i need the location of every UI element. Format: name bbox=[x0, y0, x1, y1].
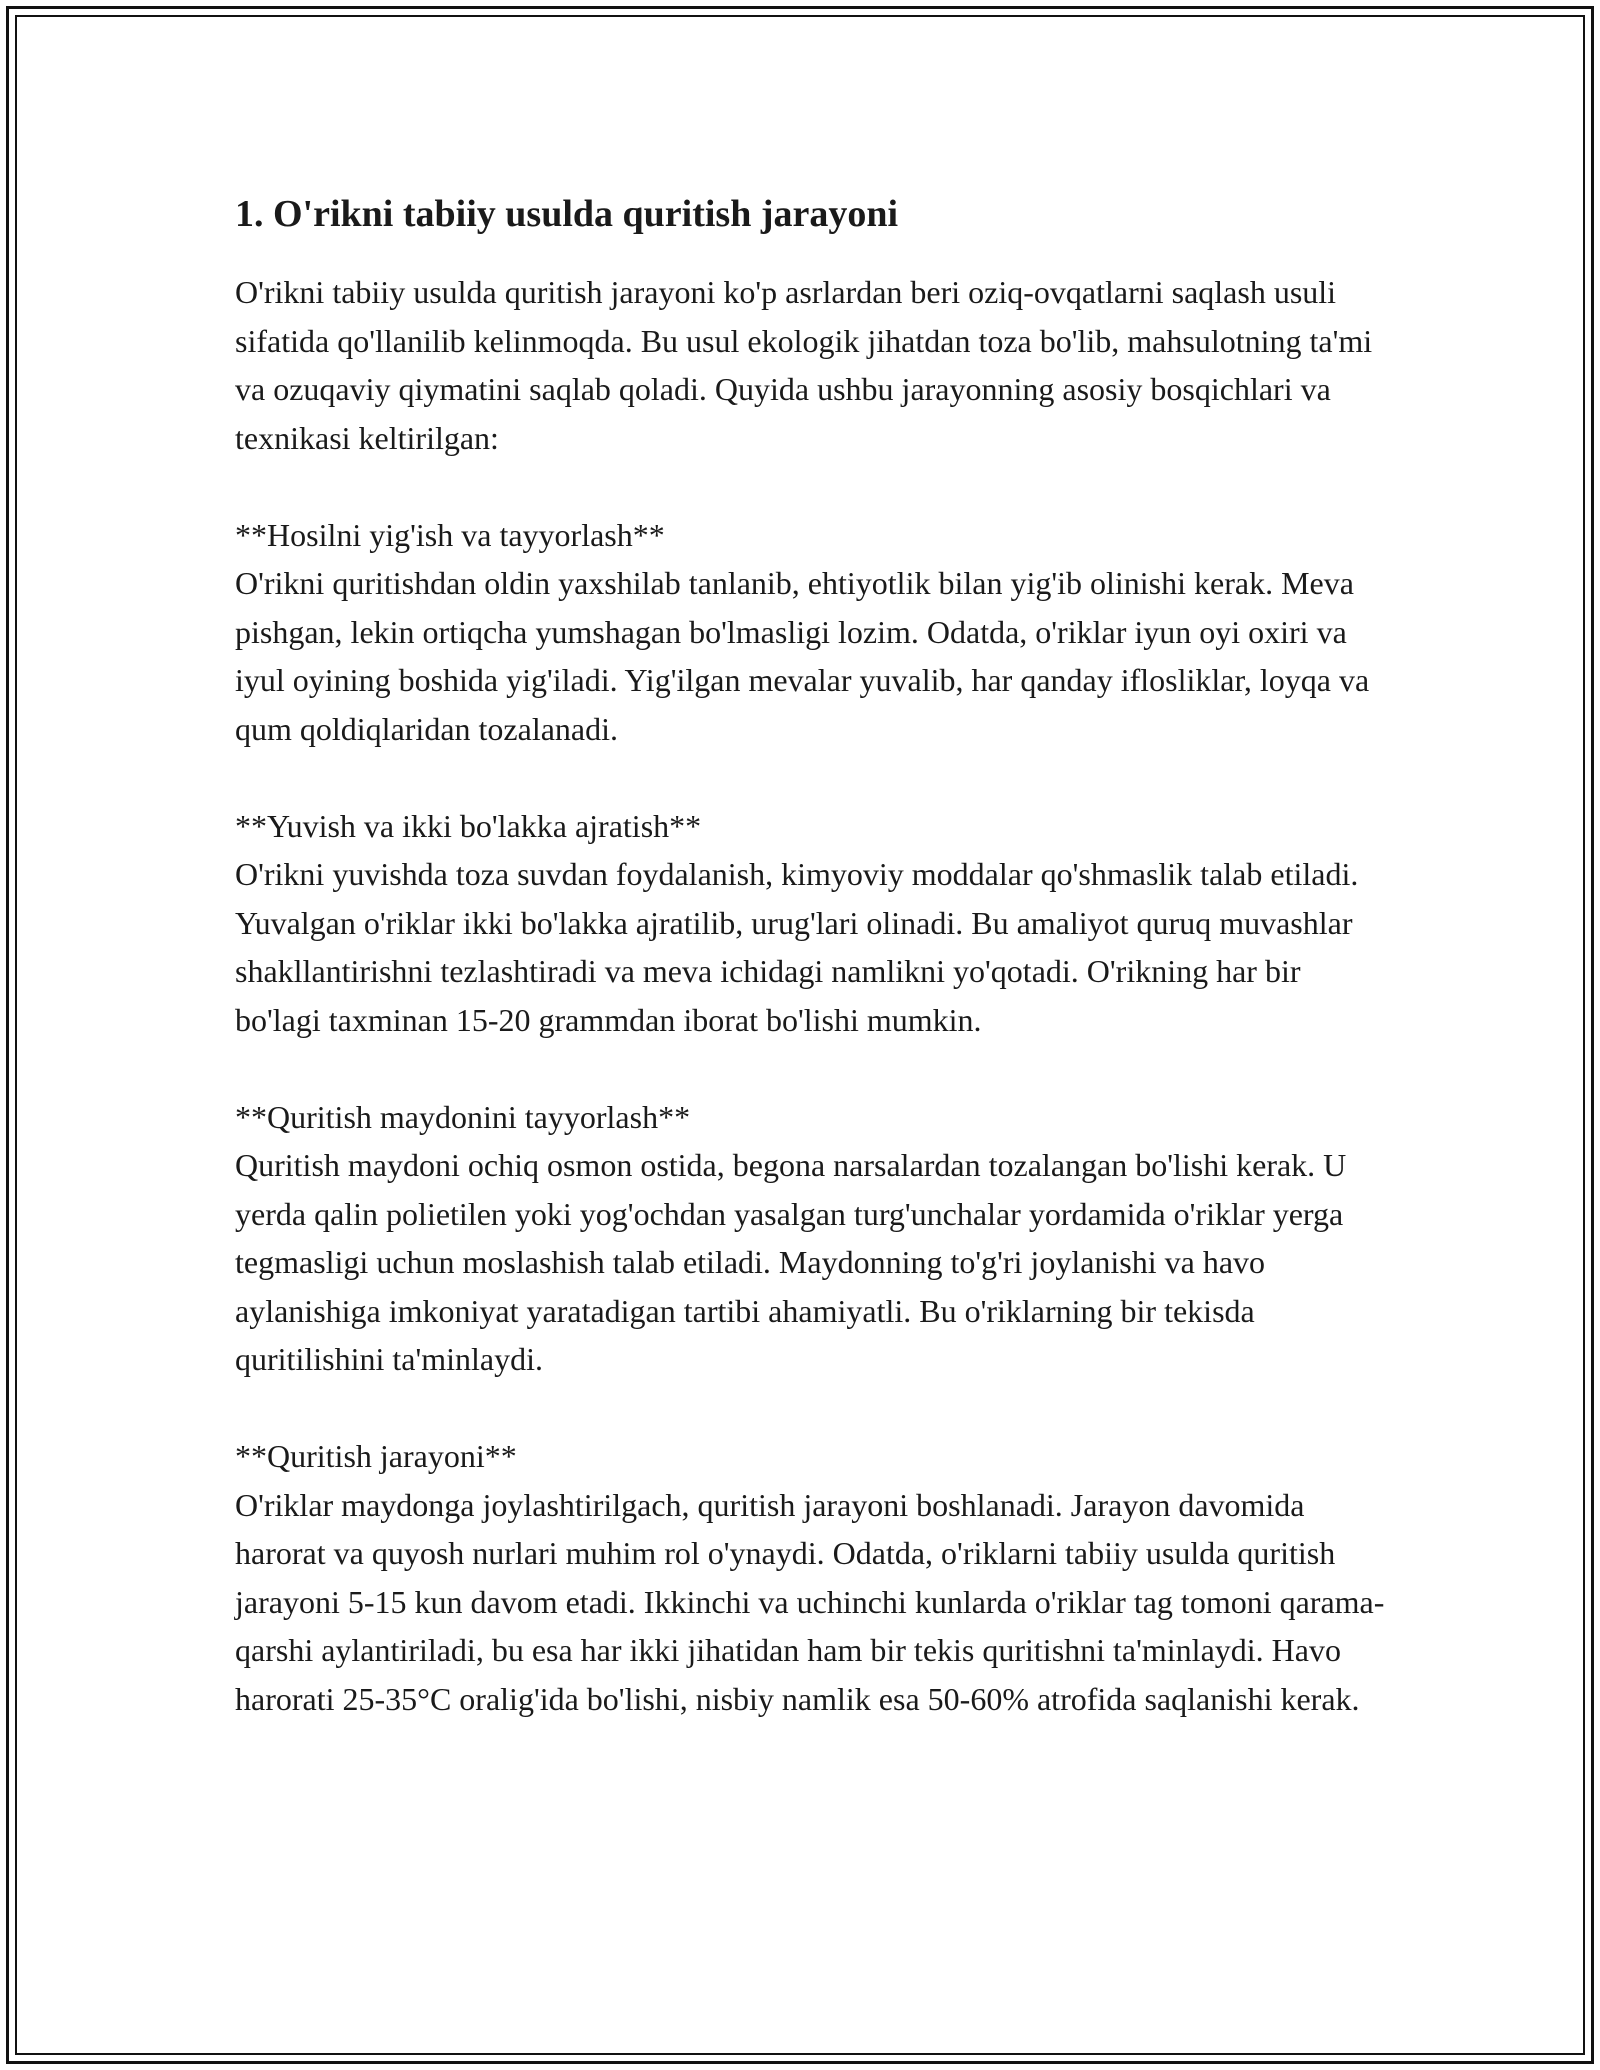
section-heading: **Quritish jarayoni** bbox=[235, 1438, 517, 1474]
document-title: 1. O'rikni tabiiy usulda quritish jarayoni bbox=[235, 193, 899, 235]
section-drying-process bbox=[235, 1432, 1385, 1723]
section-heading: **Yuvish va ikki bo'lakka ajratish** bbox=[235, 807, 702, 844]
intro-paragraph: O'rikni tabiiy usulda quritish jarayoni ko'p asrlardan beri oziq-ovqatlarni saqlash usuli sifatida qo'llanilib kelinmoqda. Bu usul ekologik jihatdan toza bo'lib, mahsulotning ta'mi va ozuqaviy qiymatini saqlab qoladi. Quyida ushbu jarayonning asosiy bosqichlari va texnikasi keltirilgan: bbox=[235, 274, 1373, 456]
section-heading: **Quritish maydonini tayyorlash** bbox=[235, 1098, 691, 1135]
section-heading: **Hosilni yig'ish va tayyorlash** bbox=[235, 516, 665, 553]
section-body: Quritish maydoni ochiq osmon ostida, begona narsalardan tozalangan bo'lishi kerak. U yerda qalin polietilen yoki yog'ochdan yasalgan turg'unchalar yordamida o'riklar yerga tegmasligi uchun moslashish talab etiladi. Maydonning to'g'ri joylanishi va havo aylanishiga imkoniyat yaratadigan tartibi ahamiyatli. Bu o'riklarning bir tekisda quritilishini ta'minlaydi. bbox=[235, 1147, 1347, 1377]
section-body: O'rikni quritishdan oldin yaxshilab tanlanib, ehtiyotlik bilan yig'ib olinishi kerak. Meva pishgan, lekin ortiqcha yumshagan bo'lmasligi lozim. Odatda, o'riklar iyun oyi oxiri va iyul oyining boshida yig'iladi. Yig'ilgan mevalar yuvalib, har qanday iflosliklar, loyqa va qum qoldiqlaridan tozalanadi. bbox=[235, 565, 1370, 747]
document-body bbox=[235, 186, 1385, 1723]
section-washing bbox=[235, 802, 1385, 1045]
section-body: O'rikni yuvishda toza suvdan foydalanish, kimyoviy moddalar qo'shmaslik talab etiladi. Yuvalgan o'riklar ikki bo'lakka ajratilib, urug'lari olinadi. Bu amaliyot quruq muvashlar shakllantirishni tezlashtiradi va meva ichidagi namlikni yo'qotadi. O'rikning har bir bo'lagi taxminan 15-20 grammdan iborat bo'lishi mumkin. bbox=[235, 856, 1359, 1038]
section-harvest bbox=[235, 511, 1385, 754]
section-drying-area bbox=[235, 1093, 1385, 1384]
section-body: O'riklar maydonga joylashtirilgach, quritish jarayoni boshlanadi. Jarayon davomida harorat va quyosh nurlari muhim rol o'ynaydi. Odatda, o'riklarni tabiiy usulda quritish jarayoni 5-15 kun davom etadi. Ikkinchi va uchinchi kunlarda o'riklar tag tomoni qarama-qarshi aylantiriladi, bu esa har ikki jihatidan ham bir tekis quritishni ta'minlaydi. Havo harorati 25-35°C oralig'ida bo'lishi, nisbiy namlik esa 50-60% atrofida saqlanishi kerak. bbox=[235, 1486, 1385, 1717]
